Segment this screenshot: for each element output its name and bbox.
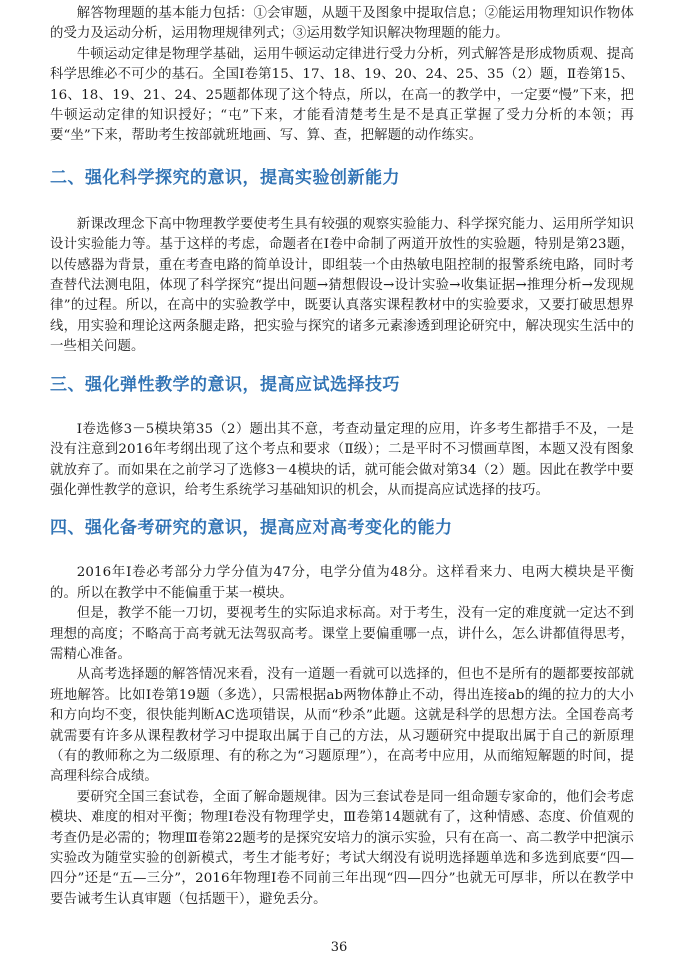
paragraph-teaching-focus: 但是，教学不能一刀切，要视考生的实际追求标高。对于考生，没有一定的难度就一定达不到理想的高度；不略高于高考就无法驾驭高考。课堂上要偏重哪一点，讲什么，怎么讲都值得思考，需精心准备。 (50, 606, 634, 662)
paragraph-three-papers: 要研究全国三套试卷，全面了解命题规律。因为三套试卷是同一组命题专家命的，他们会考虑模块、难度的相对平衡；物理Ⅰ卷没有物理学史，Ⅲ卷第14题就有了，这种情感、态度、价值观的考查仍是必需的；物理Ⅲ卷第22题考的是探究安培力的演示实验，只有在高一、高二教学中把演示实验改为随堂实验的创新模式，考生才能考好；考试大纲没有说明选择题单选和多选到底要“四—四分”还是“五—三分”，2016年物理Ⅰ卷不同前三年出现“四—四分”也就无可厚非，所以在教学中要告诫考生认真审题（包括题干），避免丢分。 (50, 789, 634, 907)
paragraph-problem-solving-abilities: 解答物理题的基本能力包括：①会审题，从题干及图象中提取信息；②能运用物理知识作物体的受力及运动分析，运用物理规律列式；③运用数学知识解决物理题的能力。 (50, 6, 634, 42)
paragraph-experiment-teaching: 新课改理念下高中物理教学要使考生具有较强的观察实验能力、科学探究能力、运用所学知识设计实验能力等。基于这样的考虑，命题者在Ⅰ卷中命制了两道开放性的实验题，特别是第23题，以传感器为背景，重在考查电路的简单设计，即组装一个由热敏电阻控制的报警系统电路，同时考查替代法测电阻，体现了科学探究“提出问题→猜想假设→设计实验→收集证据→推理分析→发现规律”的过程。所以，在高中的实验教学中，既要认真落实课程教材中的实验要求，又要打破思想界线，用实验和理论这两条腿走路，把实验与探究的诸多元素渗透到理论研究中，解决现实生活中的一些相关问题。 (50, 216, 634, 355)
section-heading-experiment: 二、强化科学探究的意识，提高实验创新能力 (50, 167, 400, 188)
paragraph-choice-questions: 从高考选择题的解答情况来看，没有一道题一看就可以选择的，但也不是所有的题都要按部就班地解答。比如Ⅰ卷第19题（多选），只需根据ab两物体静止不动，得出连接ab的绳的拉力的大小和方向均不变，很快能判断AC选项错误，从而“秒杀”此题。这就是科学的思想方法。全国卷高考就需要有许多从课程教材学习中提取出属于自己的方法，从习题研究中提取出属于自己的新原理（有的教师称之为二级原理、有的称之为“习题原理”），在高考中应用，从而缩短解题的时间，提高理科综合成绩。 (50, 667, 634, 785)
paragraph-score-distribution: 2016年Ⅰ卷必考部分力学分值为47分，电学分值为48分。这样看来力、电两大模块是平衡的。所以在教学中不能偏重于某一模块。 (50, 565, 634, 601)
page-number: 36 (330, 940, 348, 955)
paragraph-newton-laws: 牛顿运动定律是物理学基础，运用牛顿运动定律进行受力分析，列式解答是形成物质观、提高科学思维必不可少的基石。全国Ⅰ卷第15、17、18、19、20、24、25、35（2）题，Ⅱ卷第15、16、18、19、21、24、25题都体现了这个特点，所以，在高一的教学中，一定要“慢”下来，把牛顿运动定律的知识授好；“屯”下来，才能看清楚考生是不是真正掌握了受力分析的本领；再要“坐”下来，帮助考生按部就班地画、写、算、查，把解题的动作练实。 (50, 46, 634, 144)
paragraph-elective-module: Ⅰ卷选修3－5模块第35（2）题出其不意，考查动量定理的应用，许多考生都措手不及，一是没有注意到2016年考纲出现了这个考点和要求（Ⅱ级）；二是平时不习惯画草图，本题又没有图象就放弃了。而如果在之前学习了选修3－4模块的话，就可能会做对第34（2）题。因此在教学中要强化弹性教学的意识，给考生系统学习基础知识的机会，从而提高应试选择的技巧。 (50, 421, 634, 498)
section-heading-exam-research: 四、强化备考研究的意识，提高应对高考变化的能力 (50, 518, 453, 539)
section-heading-flexible-teaching: 三、强化弹性教学的意识，提高应试选择技巧 (50, 374, 400, 395)
